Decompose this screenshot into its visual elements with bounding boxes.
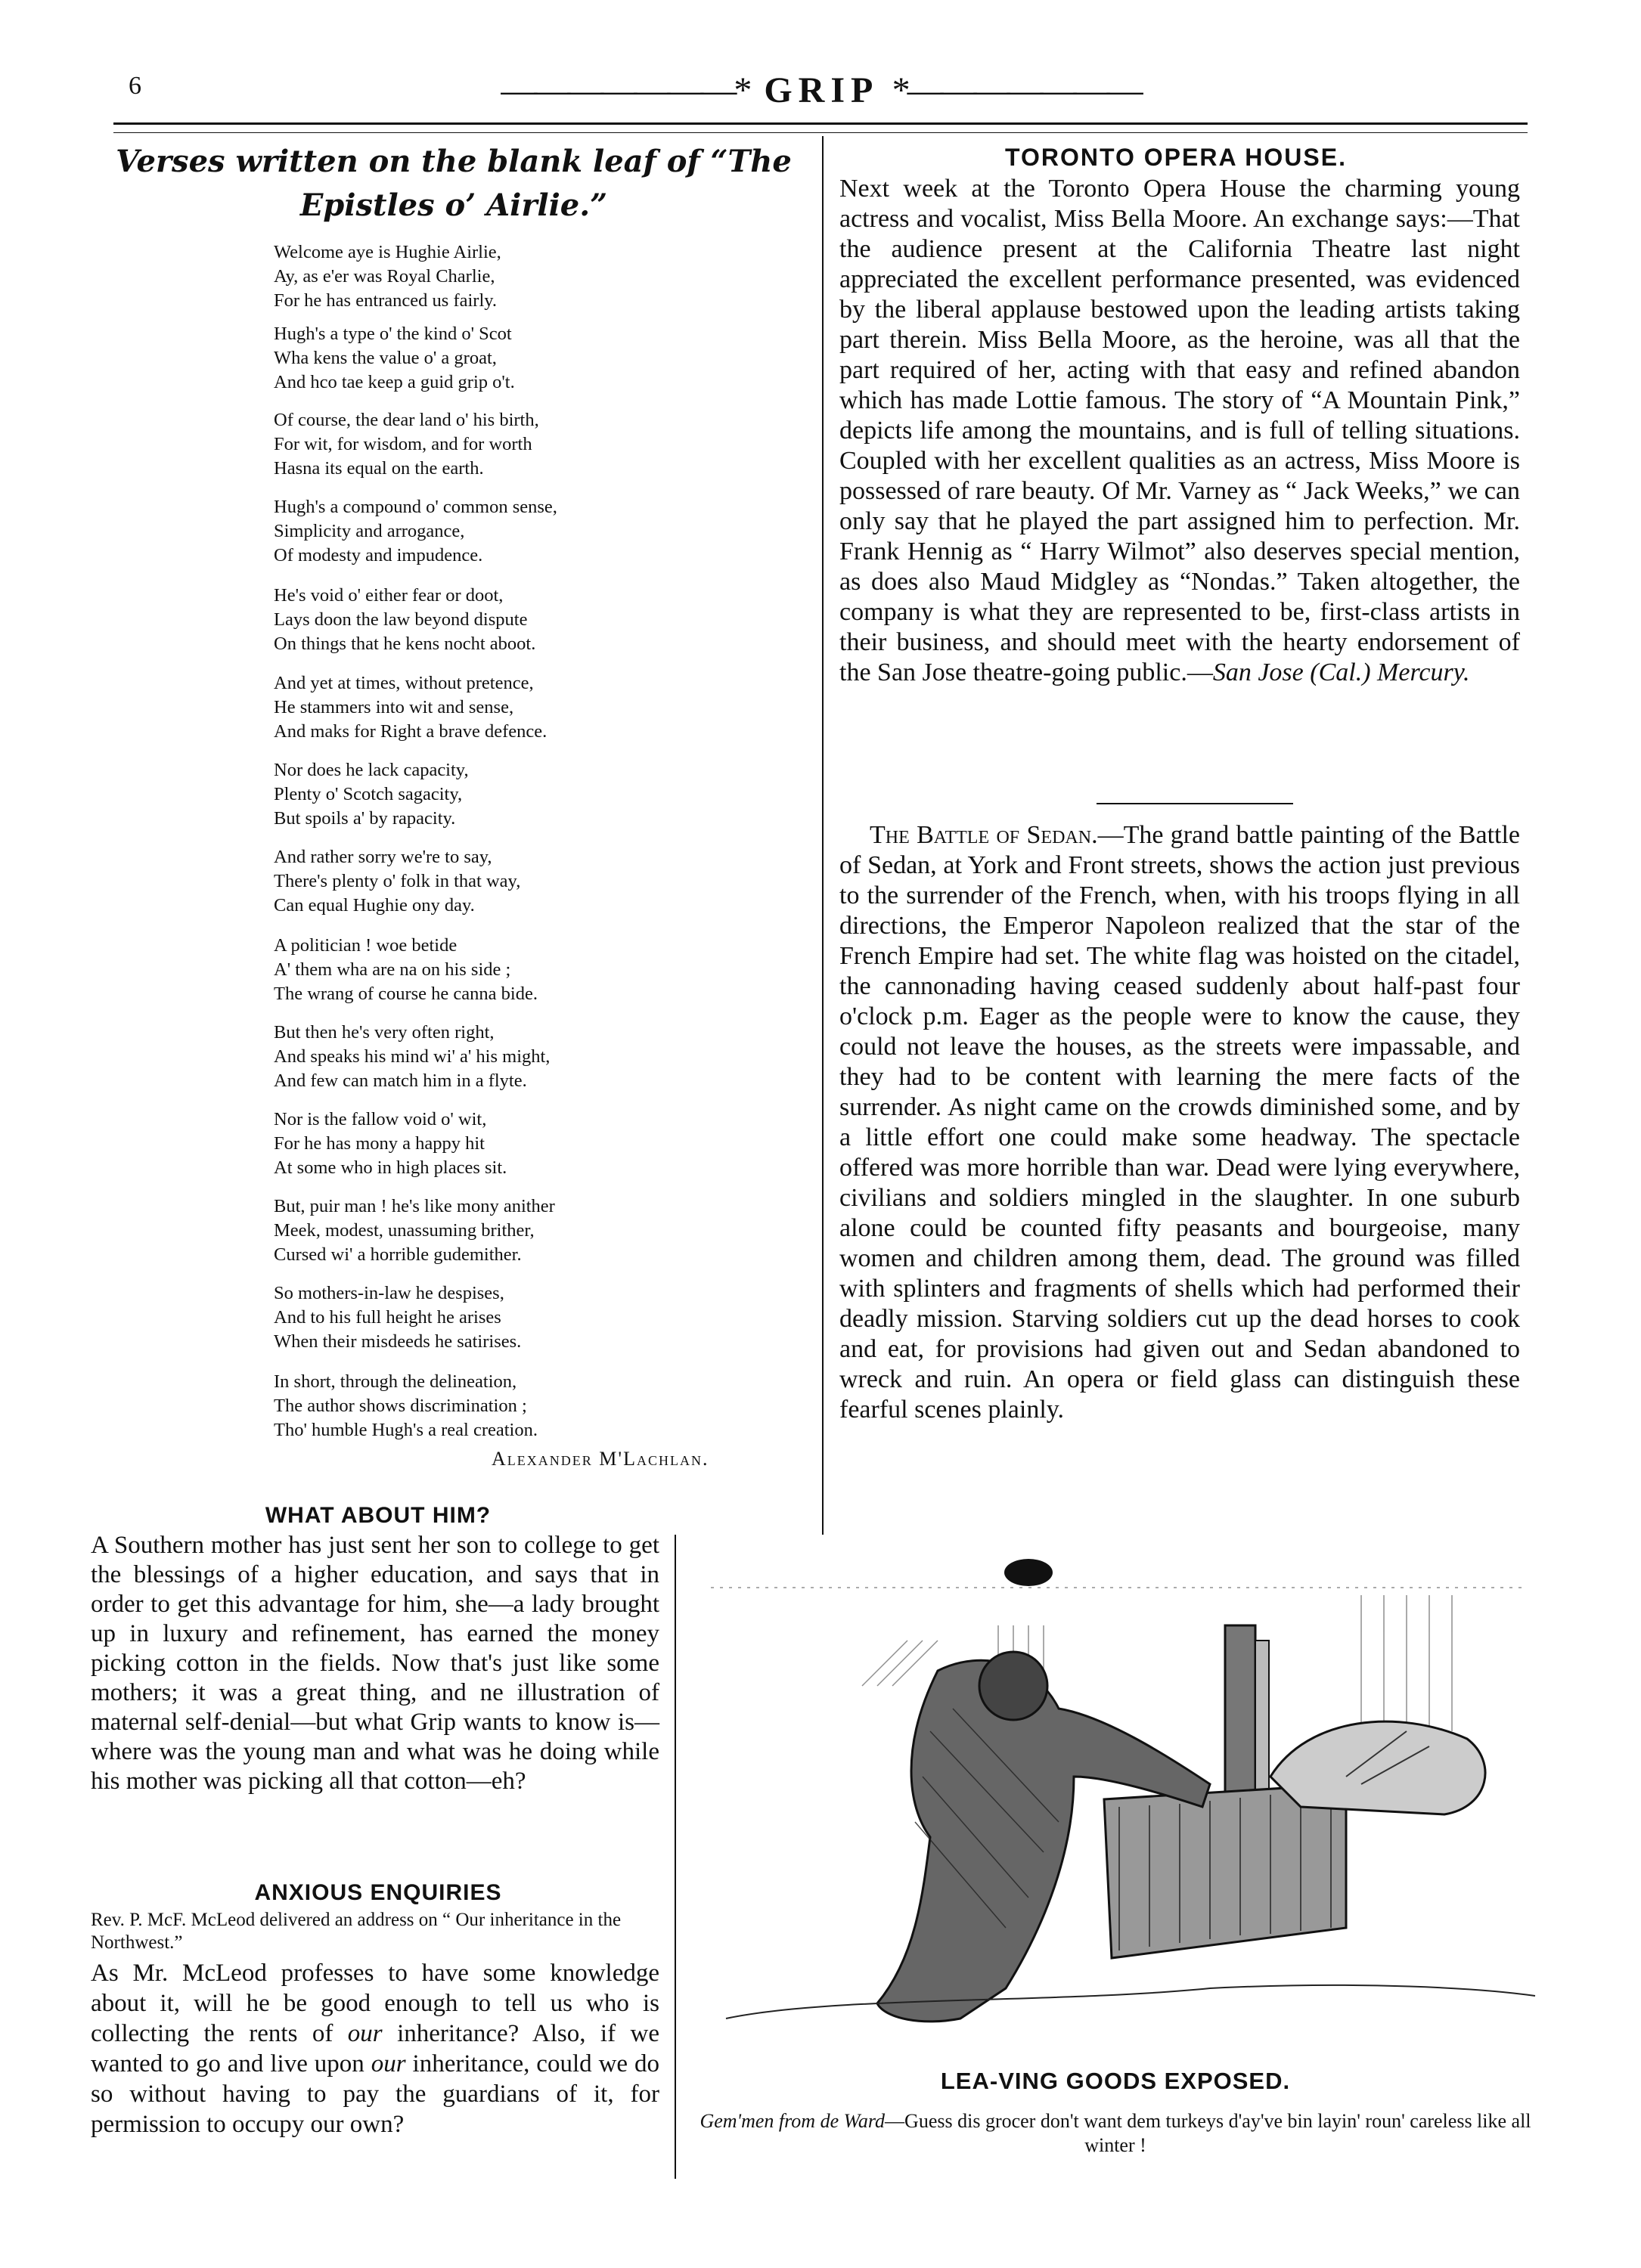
poem-line: Meek, modest, unassuming brither, (274, 1220, 535, 1241)
poem-line: Can equal Hughie ony day. (274, 895, 475, 916)
poem-stanza (274, 1108, 667, 1180)
poem-line: Simplicity and arrogance, (274, 521, 465, 541)
page-number: 6 (129, 72, 141, 100)
poem-stanza (274, 408, 667, 481)
battle-of-sedan-body (839, 820, 1520, 1425)
poem-line: He stammers into wit and sense, (274, 697, 514, 717)
poem-line: Lays doon the law beyond dispute (274, 609, 528, 630)
poem-line: Plenty o' Scotch sagacity, (274, 784, 463, 804)
anx-em-2: our (371, 2050, 406, 2077)
poem-line: When their misdeeds he satirises. (274, 1331, 522, 1352)
poem-title-line-1: Verses written on the blank leaf of “The (116, 144, 792, 179)
poem-line: A' them wha are na on his side ; (274, 959, 511, 980)
opera-house-body (839, 174, 1520, 688)
poem-line: And hco tae keep a guid grip o't. (274, 372, 515, 392)
poem-line: But, puir man ! he's like mony anither (274, 1196, 555, 1216)
opera-text: Next week at the Toronto Opera House the charming young actress and vocalist, Miss Bella Moore. An exchange says:—That the audience present at the California Theatre last night appreciated the excellent performance presented, was evidenced by the liberal applause bestowed upon the leading artists taking part therein. Miss Bella Moore, as the heroine, was all that the part required of her, acting with that easy and refined abandon which has made Lottie famous. The story of “A Mountain Pink,” depicts life among the mountains, and is full of telling situations. Coupled with her excellent qualities as an actress, Miss Moore is possessed of rare beauty. Of Mr. Varney as “ Jack Weeks,” we can only say that he played the part assigned him to perfection. Mr. Frank Hennig as “ Harry Wilmot” also deserves special mention, as does also Maud Midgley as “Nondas.” Taken altogether, the company is what they are represented to be, first-class artists in their business, and should meet with the hearty endorsement of the San Jose theatre-going public.— (839, 175, 1520, 686)
what-about-him-body: A Southern mother has just sent her son to college to get the blessings of a higher education, and says that in order to get this advantage for him, she—a lady brought up in luxury and refinement, has earned the money picking cotton in the fields. Now that's just like some mothers; it was a great thing, and ne illustration of maternal self-denial—but what Grip wants to know is—where was the young man and what was he doing while his mother was picking all that cotton—eh? (91, 1532, 659, 1795)
cartoon-caption (681, 2109, 1550, 2158)
poem-line: And speaks his mind wi' a' his might, (274, 1046, 551, 1067)
poem-stanza (274, 495, 667, 568)
what-about-him-heading: WHAT ABOUT HIM? (265, 1503, 492, 1528)
poem-line: Hugh's a compound o' common sense, (274, 497, 557, 517)
article-separator (1097, 803, 1293, 804)
masthead: ———————* GRIP *——————— (501, 70, 1140, 110)
poem-line: A politician ! woe betide (274, 935, 458, 956)
poem-line: Nor does he lack capacity, (274, 760, 469, 780)
anxious-enquiries-body (91, 1958, 659, 2139)
poem-title (83, 140, 824, 228)
poem-line: And to his full height he arises (274, 1307, 501, 1328)
poem-line: At some who in high places sit. (274, 1157, 507, 1178)
poem-author: Alexander M'Lachlan. (492, 1448, 709, 1470)
anx-text-a: As Mr. McLeod professes to have some knowledge about it, will he be good enough to tell us who is collecting the rents of (91, 1960, 659, 2047)
poem-line: Of modesty and impudence. (274, 545, 483, 565)
opera-source: San Jose (Cal.) Mercury. (1212, 658, 1470, 686)
column-divider-lower (675, 1535, 676, 2179)
poem-line: Hugh's a type o' the kind o' Scot (274, 324, 512, 344)
poem-line: In short, through the delineation, (274, 1371, 517, 1392)
poem-line: Cursed wi' a horrible gudemither. (274, 1244, 522, 1265)
poem-line: For wit, for wisdom, and for worth (274, 434, 532, 454)
poem-stanza (274, 1194, 667, 1267)
poem-line: Welcome aye is Hughie Airlie, (274, 242, 501, 262)
cartoon-speaker: Gem'men from de Ward (700, 2110, 886, 2132)
cartoon-caption-text: —Guess dis grocer don't want dem turkeys d'ay've bin layin' roun' careless like all winter ! (885, 2110, 1531, 2156)
poem-line: Ay, as e'er was Royal Charlie, (274, 266, 495, 287)
poem-line: For he has entranced us fairly. (274, 290, 498, 311)
poem-line: Nor is the fallow void o' wit, (274, 1109, 487, 1129)
anx-text-b: inheritance? Also, if we wanted to go and live upon (91, 2020, 659, 2077)
poem-line: But then he's very often right, (274, 1022, 495, 1043)
poem-title-line-2: Epistles o’ Airlie.” (299, 187, 608, 223)
poem-stanza (274, 671, 667, 744)
cartoon-title: LEA-VING GOODS EXPOSED. (940, 2068, 1291, 2094)
poem-line: Hasna its equal on the earth. (274, 458, 484, 479)
poem-line: Tho' humble Hugh's a real creation. (274, 1420, 538, 1440)
masthead-title: GRIP (764, 70, 877, 110)
column-divider (822, 136, 824, 1535)
poem-stanza (274, 845, 667, 918)
poem-line: There's plenty o' folk in that way, (274, 871, 521, 891)
sedan-lead: The Battle of Sedan. (870, 821, 1098, 849)
poem-line: And rather sorry we're to say, (274, 847, 492, 867)
cartoon-illustration (681, 1535, 1550, 2056)
poem-stanza (274, 1281, 667, 1354)
poem-line: For he has mony a happy hit (274, 1133, 485, 1154)
poem-line: And maks for Right a brave defence. (274, 721, 548, 742)
anx-text-c: inheritance, could we do so without having to pay the guardians of it, for permission to occupy our own? (91, 2050, 659, 2138)
poem-line: Of course, the dear land o' his birth, (274, 410, 539, 430)
poem-line: So mothers-in-law he despises, (274, 1283, 504, 1303)
anx-em-1: our (347, 2020, 383, 2047)
anxious-enquiries-intro: Rev. P. McF. McLeod delivered an address on “ Our inheritance in the Northwest.” (91, 1910, 622, 1953)
poem-line: The author shows discrimination ; (274, 1396, 527, 1416)
poem-stanza (274, 1021, 667, 1093)
header-rule-thin (113, 132, 1528, 133)
poem-stanza (274, 584, 667, 656)
poem-line: The wrang of course he canna bide. (274, 984, 538, 1004)
anxious-enquiries-heading: ANXIOUS ENQUIRIES (254, 1880, 502, 1905)
poem-line: And few can match him in a flyte. (274, 1070, 527, 1091)
poem-line: But spoils a' by rapacity. (274, 808, 456, 829)
poem-stanza (274, 1370, 667, 1442)
poem-stanza (274, 240, 667, 313)
poem-line: And yet at times, without pretence, (274, 673, 534, 693)
poem-stanza (274, 322, 667, 395)
opera-house-heading: TORONTO OPERA HOUSE. (1005, 144, 1347, 171)
poem-line: On things that he kens nocht aboot. (274, 634, 536, 654)
sedan-text: —The grand battle painting of the Battle of Sedan, at York and Front streets, shows the action just previous to the surrender of the French, when, with his troops flying in all directions, the Emperor Napoleon realized that the star of the French Empire had set. The white flag was hoisted on the citadel, the cannonading having ceased suddenly about half-past four o'clock p.m. Eager as the people were to know the cause, they could not leave the houses, as the streets were impassable, and they had to be content with learning the mere facts of the surrender. As night came on the crowds diminished some, and by a little effort one could make some headway. The spectacle offered was more horrible than war. Dead were lying everywhere, civilians and soldiers mingled in the slaughter. In one suburb alone could be counted fifty peasants and bourgeoise, many women and children among them, dead. The ground was filled with splinters and fragments of shells which had performed their deadly mission. Starving soldiers cut up the dead horses to cook and eat, for provisions had given out and Sedan abandoned to wreck and ruin. An opera or field glass can distinguish these fearful scenes plainly. (839, 821, 1521, 1424)
poem-stanza (274, 934, 667, 1006)
poem-stanza (274, 758, 667, 831)
poem-line: Wha kens the value o' a groat, (274, 348, 497, 368)
poem-line: He's void o' either fear or doot, (274, 585, 504, 606)
header-rule (113, 122, 1528, 125)
